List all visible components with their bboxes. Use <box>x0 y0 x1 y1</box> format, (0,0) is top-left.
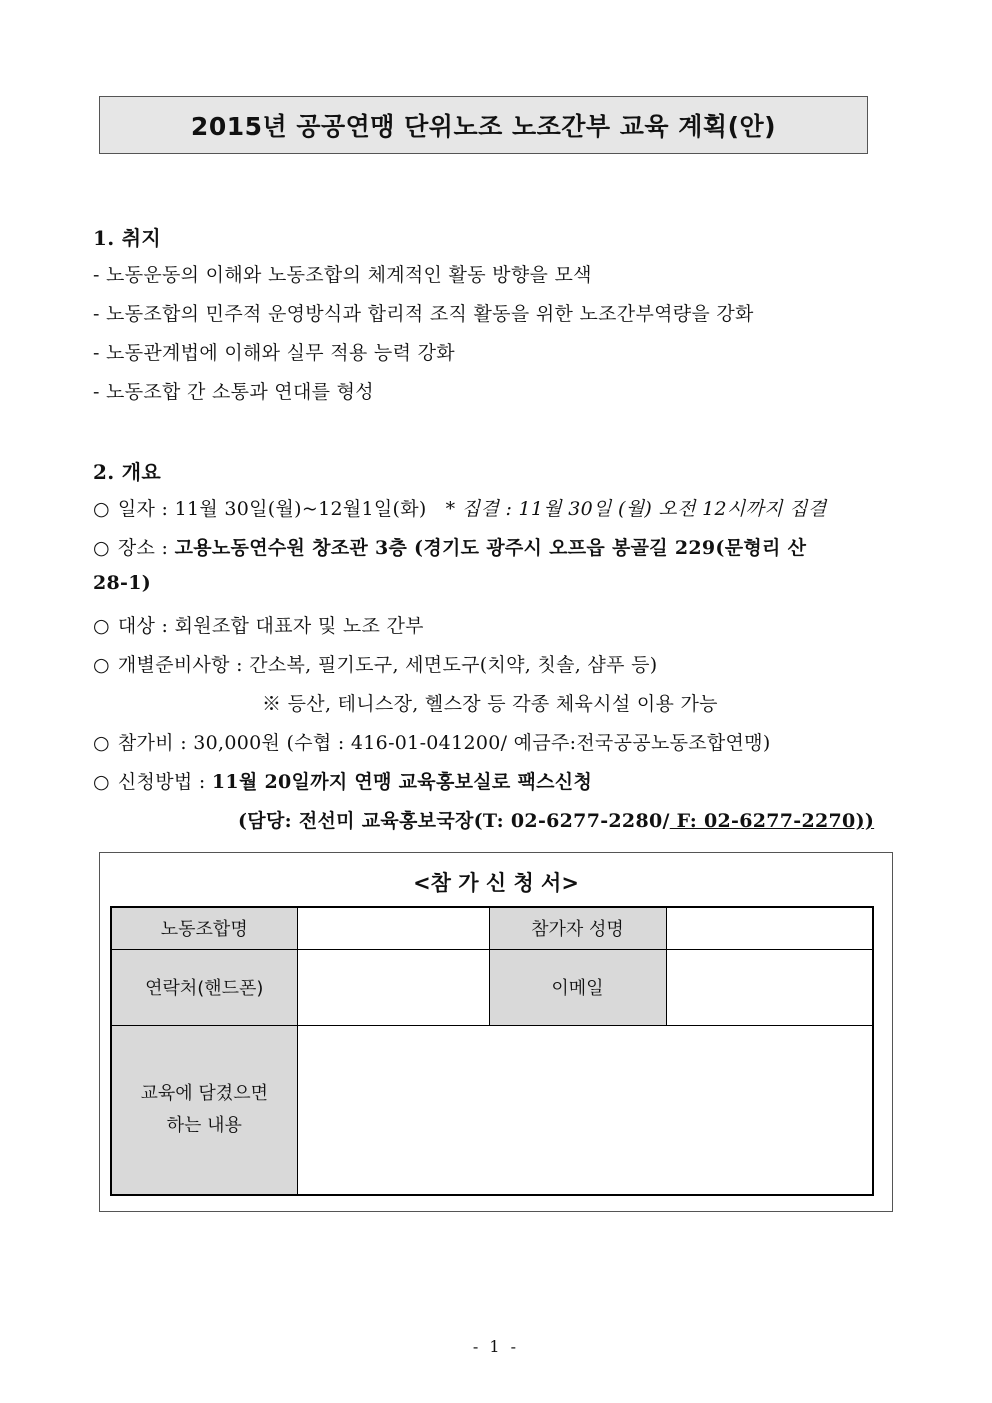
application-table <box>110 906 874 1196</box>
phone-field[interactable] <box>297 949 489 1025</box>
wish-label-line2: 하는 내용 <box>166 1114 242 1136</box>
apply-line <box>93 767 592 794</box>
date-note: * 집결 : 11월 30일 (월) 오전 12시까지 집결 <box>445 498 827 520</box>
prep-text: 개별준비사항 : 간소복, 필기도구, 세면도구(치약, 칫솔, 샴푸 등) <box>117 654 658 676</box>
wish-label-line1: 교육에 담겼으면 <box>140 1082 268 1104</box>
form-title: <참 가 신 청 서> <box>413 871 579 895</box>
bullet-circle: ○ <box>93 537 110 559</box>
target-text: 대상 : 회원조합 대표자 및 노조 간부 <box>117 615 424 637</box>
bullet-circle: ○ <box>93 498 110 520</box>
section1-item: - 노동조합의 민주적 운영방식과 합리적 조직 활동을 위한 노조간부역량을 강화 <box>93 303 754 325</box>
fee-text: 참가비 : 30,000원 (수협 : 416-01-041200/ 예금주:전국공공노동조합연맹) <box>117 732 771 754</box>
section2-heading: 2. 개요 <box>93 460 161 484</box>
section1-item: - 노동운동의 이해와 노동조합의 체계적인 활동 방향을 모색 <box>93 264 592 286</box>
bullet-circle: ○ <box>93 654 110 676</box>
email-field[interactable] <box>666 949 873 1025</box>
contact-main: (담당: 전선미 교육홍보국장(T: 02-6277-2280/ <box>238 810 670 832</box>
contact-line <box>238 806 874 833</box>
prep-note: ※ 등산, 테니스장, 헬스장 등 각종 체육시설 이용 가능 <box>262 693 718 715</box>
section1-item: - 노동관계법에 이해와 실무 적용 능력 강화 <box>93 342 455 364</box>
union-name-label: 노동조합명 <box>111 907 297 949</box>
participant-name-label: 참가자 성명 <box>489 907 666 949</box>
email-label: 이메일 <box>489 949 666 1025</box>
wish-field[interactable] <box>297 1025 873 1195</box>
bullet-circle: ○ <box>93 732 110 754</box>
document-title: 2015년 공공연맹 단위노조 노조간부 교육 계획(안) <box>99 96 868 154</box>
place-value: 고용노동연수원 창조관 3층 (경기도 광주시 오프읍 봉골길 229(문형리 산 <box>174 537 807 559</box>
participant-name-field[interactable] <box>666 907 873 949</box>
section1-item: - 노동조합 간 소통과 연대를 형성 <box>93 381 374 403</box>
wish-label <box>111 1025 297 1195</box>
target-line <box>93 611 424 638</box>
page-number: - 1 - <box>472 1337 520 1356</box>
fee-line <box>93 728 771 755</box>
apply-label: 신청방법 : <box>117 771 206 793</box>
table-row <box>111 949 873 1025</box>
place-line <box>93 533 806 560</box>
place-label: 장소 : <box>117 537 169 559</box>
bullet-circle: ○ <box>93 771 110 793</box>
table-row <box>111 1025 873 1195</box>
application-form <box>99 852 893 1212</box>
date-label: 일자 : 11월 30일(월)~12월1일(화) <box>117 498 427 520</box>
place-value-continued: 28-1) <box>93 572 152 594</box>
phone-label: 연락처(핸드폰) <box>111 949 297 1025</box>
section1-heading: 1. 취지 <box>93 226 161 250</box>
table-row <box>111 907 873 949</box>
date-line <box>93 494 827 521</box>
bullet-circle: ○ <box>93 615 110 637</box>
contact-fax: F: 02-6277-2270)) <box>669 810 875 832</box>
prep-line <box>93 650 657 677</box>
union-name-field[interactable] <box>297 907 489 949</box>
apply-value: 11월 20일까지 연맹 교육홍보실로 팩스신청 <box>211 771 593 793</box>
